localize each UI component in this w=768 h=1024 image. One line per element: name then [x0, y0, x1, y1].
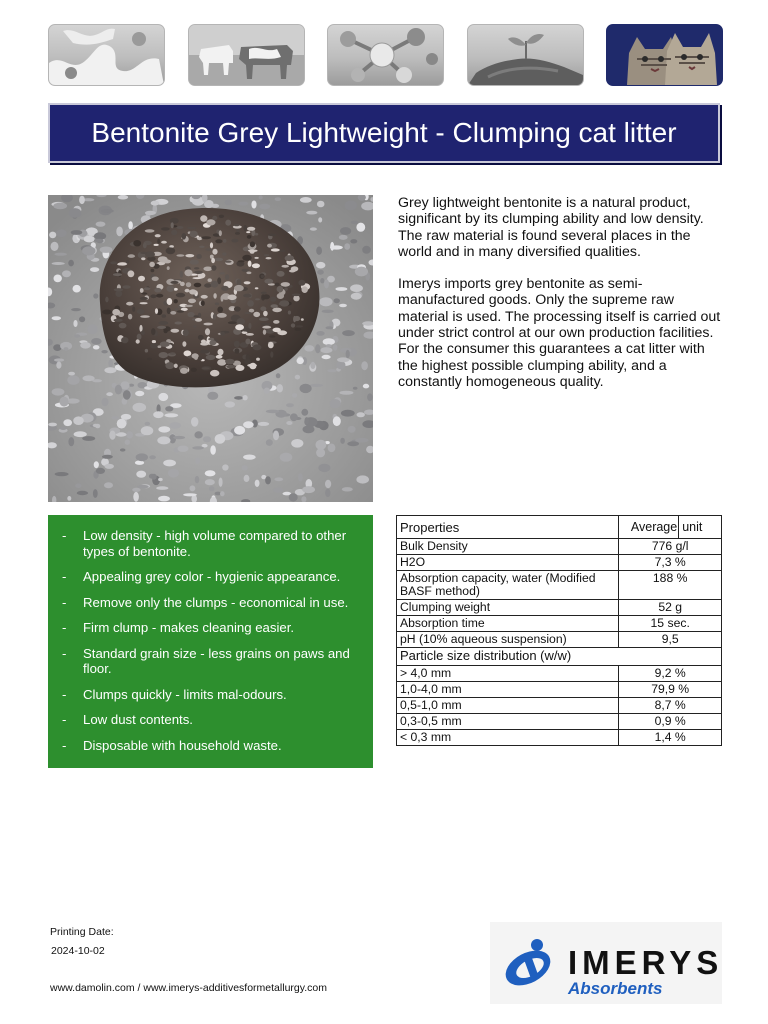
size-value: 1,4 %: [619, 730, 722, 746]
property-label: Clumping weight: [397, 600, 619, 616]
printing-date: 2024-10-02: [51, 945, 105, 957]
property-label: Absorption capacity, water (Modified BASF method): [397, 571, 619, 600]
property-label: Bulk Density: [397, 539, 619, 555]
bullet-dash: -: [62, 594, 67, 610]
benefit-item: [62, 595, 365, 611]
website-links: www.damolin.com / www.imerys-additivesformetallurgy.com: [50, 982, 327, 994]
benefits-list: [62, 528, 365, 753]
properties-table: [396, 515, 722, 746]
logo-brand: IMERYS: [568, 944, 724, 981]
title-banner: [48, 103, 720, 163]
table-row: [397, 714, 722, 730]
size-label: > 4,0 mm: [397, 666, 619, 682]
benefit-text: Remove only the clumps - economical in use.: [83, 594, 349, 610]
benefit-text: Low dust contents.: [83, 712, 193, 727]
benefit-text: Clumps quickly - limits mal-odours.: [83, 686, 287, 702]
benefit-text: Disposable with household waste.: [83, 737, 282, 753]
bullet-dash: -: [62, 569, 67, 584]
benefit-item: [62, 738, 365, 754]
header-average: Average: [619, 516, 679, 539]
size-value: 8,7 %: [619, 698, 722, 714]
table-row: [397, 666, 722, 682]
benefit-item: [62, 569, 365, 585]
property-value: 52 g: [619, 600, 722, 616]
benefits-box: [48, 515, 373, 768]
molten-metal-icon: [48, 24, 165, 86]
property-label: Absorption time: [397, 616, 619, 632]
description-paragraph: Imerys imports grey bentonite as semi-manufactured goods. Only the supreme raw material is used. The processing itself is carried out under strict control at our own production facilities. For the consumer this guarantees a cat litter with the highest possible clumping ability, and a constantly homogeneous quality.: [398, 276, 721, 390]
size-label: 0,5-1,0 mm: [397, 698, 619, 714]
size-value: 79,9 %: [619, 682, 722, 698]
cattle-icon: [188, 24, 305, 86]
benefit-text: Low density - high volume compared to other types of bentonite.: [83, 528, 347, 559]
benefit-text: Appealing grey color - hygienic appearance.: [83, 569, 341, 584]
property-label: pH (10% aqueous suspension): [397, 632, 619, 648]
table-row: [397, 682, 722, 698]
table-row: [397, 632, 722, 648]
benefit-item: [62, 687, 365, 703]
benefit-item: [62, 646, 365, 677]
benefit-text: Standard grain size - less grains on paws and floor.: [83, 645, 350, 676]
logo-subtitle: Absorbents: [568, 979, 663, 998]
bullet-dash: -: [62, 712, 67, 727]
page-title: Bentonite Grey Lightweight - Clumping cat litter: [91, 117, 677, 148]
molecule-icon: [327, 24, 444, 86]
benefit-item: [62, 712, 365, 728]
table-row: [397, 600, 722, 616]
property-label: H2O: [397, 555, 619, 571]
property-value: 188 %: [619, 571, 722, 600]
table-row: [397, 571, 722, 600]
benefit-text: Firm clump - makes cleaning easier.: [83, 620, 295, 635]
printing-date-label: Printing Date:: [50, 926, 114, 938]
bullet-dash: -: [62, 620, 67, 635]
section-title: Particle size distribution (w/w): [397, 648, 722, 666]
benefit-item: [62, 528, 365, 559]
size-value: 0,9 %: [619, 714, 722, 730]
property-value: 15 sec.: [619, 616, 722, 632]
table-section-row: [397, 648, 722, 666]
description-paragraph: Grey lightweight bentonite is a natural product, significant by its clumping ability and low density. The raw material is found several places in the world and in many diversified qualities.: [398, 195, 704, 260]
header-unit: unit: [679, 516, 722, 539]
bullet-dash: -: [62, 737, 67, 753]
bullet-dash: -: [62, 528, 67, 543]
table-row: [397, 616, 722, 632]
property-value: 9,5: [619, 632, 722, 648]
table-row: [397, 730, 722, 746]
kittens-icon: [606, 24, 723, 86]
header-properties: Properties: [397, 516, 619, 539]
size-value: 9,2 %: [619, 666, 722, 682]
bullet-dash: -: [62, 645, 67, 661]
size-label: 1,0-4,0 mm: [397, 682, 619, 698]
header-image-strip: [48, 24, 722, 86]
table-header-row: [397, 516, 722, 539]
bullet-dash: -: [62, 686, 67, 702]
table-row: [397, 539, 722, 555]
benefit-item: [62, 620, 365, 636]
soil-sprout-icon: [467, 24, 584, 86]
cat-litter-clump-photo: [48, 195, 373, 502]
imerys-logo: [490, 922, 722, 1004]
table-row: [397, 698, 722, 714]
property-value: 776 g/l: [619, 539, 722, 555]
table-row: [397, 555, 722, 571]
imerys-swirl-icon: [500, 934, 560, 990]
property-value: 7,3 %: [619, 555, 722, 571]
size-label: 0,3-0,5 mm: [397, 714, 619, 730]
size-label: < 0,3 mm: [397, 730, 619, 746]
product-description: [398, 195, 723, 406]
